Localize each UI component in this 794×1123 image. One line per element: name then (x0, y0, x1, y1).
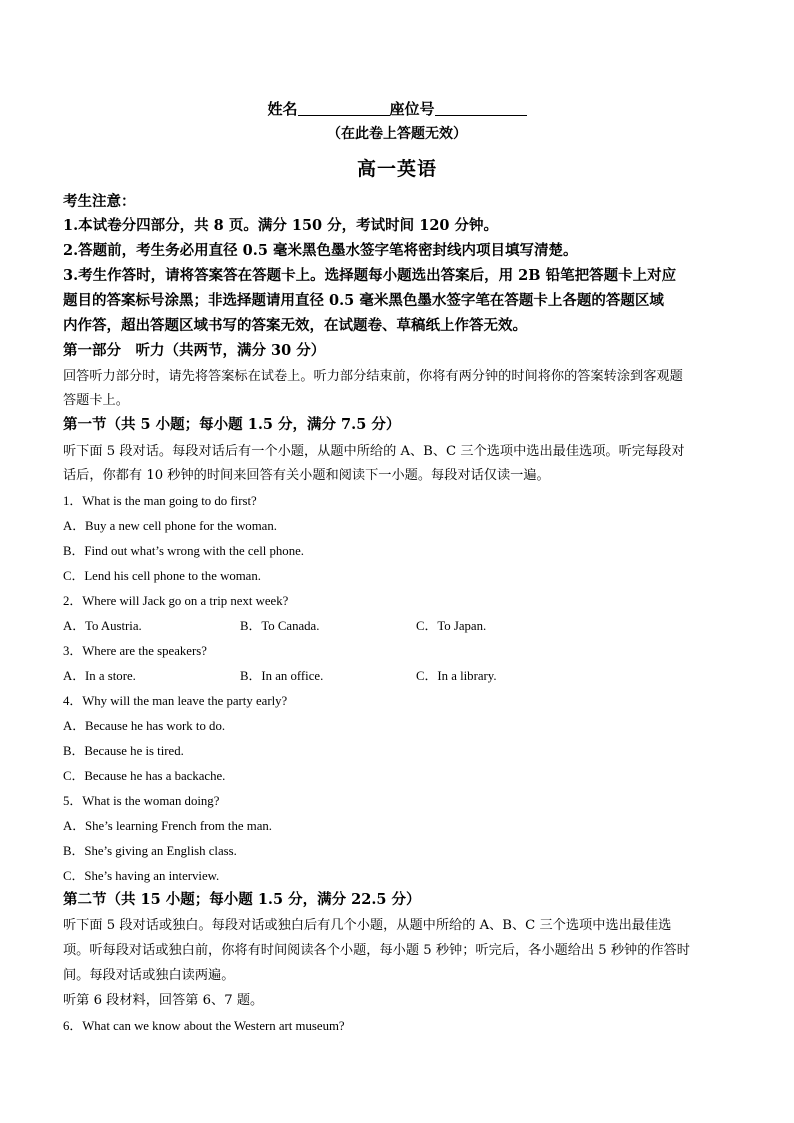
section1-intro-line-1: 听下面 5 段对话。每段对话后有一个小题，从题中所给的 A、B、C 三个选项中选出最佳选项。听完每段对 (63, 444, 685, 459)
section1-intro-line-2: 话后，你都有 10 秒钟的时间来回答有关小题和阅读下一小题。每段对话仅读一遍。 (63, 468, 550, 483)
section2-intro-line-1: 听下面 5 段对话或独白。每段对话或独白后有几个小题，从题中所给的 A、B、C 三个选项中选出最佳选 (63, 918, 672, 933)
question-4-option-b: B．Because he is tired. (63, 744, 184, 758)
part1-intro-line-1: 回答听力部分时，请先将答案标在试卷上。听力部分结束前，你将有两分钟的时间将你的答案转涂到客观题 (63, 369, 683, 384)
question-5-option-b: B．She’s giving an English class. (63, 844, 237, 858)
notice-item-2: 2.答题前，考生务必用直径 0.5 毫米黑色墨水签字笔将密封线内项目填写清楚。 (63, 242, 578, 259)
question-2-option-a: A．To Austria. (63, 619, 142, 633)
notice-item-3-line-1: 3.考生作答时，请将答案答在答题卡上。选择题每小题选出答案后，用 2B 铅笔把答题卡上对应 (63, 267, 677, 284)
question-3-option-a: A．In a store. (63, 669, 136, 683)
notice-heading: 考生注意： (63, 193, 136, 210)
question-3-option-c: C．In a library. (416, 669, 497, 683)
question-1: 1．What is the man going to do first? (63, 494, 257, 508)
question-1-option-b: B．Find out what’s wrong with the cell phone. (63, 544, 304, 558)
part1-intro-line-2: 答题卡上。 (63, 393, 129, 408)
question-5-option-a: A．She’s learning French from the man. (63, 819, 272, 833)
question-1-option-a: A．Buy a new cell phone for the woman. (63, 519, 277, 533)
question-2-option-b: B．To Canada. (240, 619, 320, 633)
answer-invalid-note: （在此卷上答题无效） (327, 126, 467, 142)
question-5: 5．What is the woman doing? (63, 794, 220, 808)
question-1-option-c: C．Lend his cell phone to the woman. (63, 569, 261, 583)
notice-item-1: 1.本试卷分四部分，共 8 页。满分 150 分，考试时间 120 分钟。 (63, 217, 499, 234)
question-5-option-c: C．She’s having an interview. (63, 869, 220, 883)
question-2-option-c: C．To Japan. (416, 619, 487, 633)
seat-blank (435, 101, 527, 116)
question-3-option-b: B．In an office. (240, 669, 324, 683)
name-blank (298, 101, 390, 116)
seat-label: 座位号 (389, 100, 435, 118)
section1-heading: 第一节（共 5 小题；每小题 1.5 分，满分 7.5 分） (63, 416, 401, 433)
question-4-option-a: A．Because he has work to do. (63, 719, 226, 733)
question-2: 2．Where will Jack go on a trip next week? (63, 594, 289, 608)
question-4-option-c: C．Because he has a backache. (63, 769, 226, 783)
section2-heading: 第二节（共 15 小题；每小题 1.5 分，满分 22.5 分） (63, 891, 421, 908)
notice-item-3-line-2: 题目的答案标号涂黑；非选择题请用直径 0.5 毫米黑色墨水签字笔在答题卡上各题的答题区域 (63, 292, 664, 309)
part1-heading: 第一部分 听力（共两节，满分 30 分） (63, 342, 326, 359)
question-3: 3．Where are the speakers? (63, 644, 207, 658)
material-6-instruction: 听第 6 段材料，回答第 6、7 题。 (63, 993, 264, 1008)
notice-item-3-line-3: 内作答，超出答题区域书写的答案无效，在试题卷、草稿纸上作答无效。 (63, 317, 527, 334)
name-seat-line (0, 98, 794, 119)
name-label: 姓名 (267, 100, 298, 118)
question-6: 6．What can we know about the Western art museum? (63, 1019, 345, 1033)
question-4: 4．Why will the man leave the party early? (63, 694, 288, 708)
section2-intro-line-3: 间。每段对话或独白读两遍。 (63, 968, 235, 983)
page-title: 高一英语 (356, 158, 437, 180)
section2-intro-line-2: 项。听每段对话或独白前，你将有时间阅读各个小题，每小题 5 秒钟；听完后，各小题给出 5 秒钟的作答时 (63, 943, 690, 958)
